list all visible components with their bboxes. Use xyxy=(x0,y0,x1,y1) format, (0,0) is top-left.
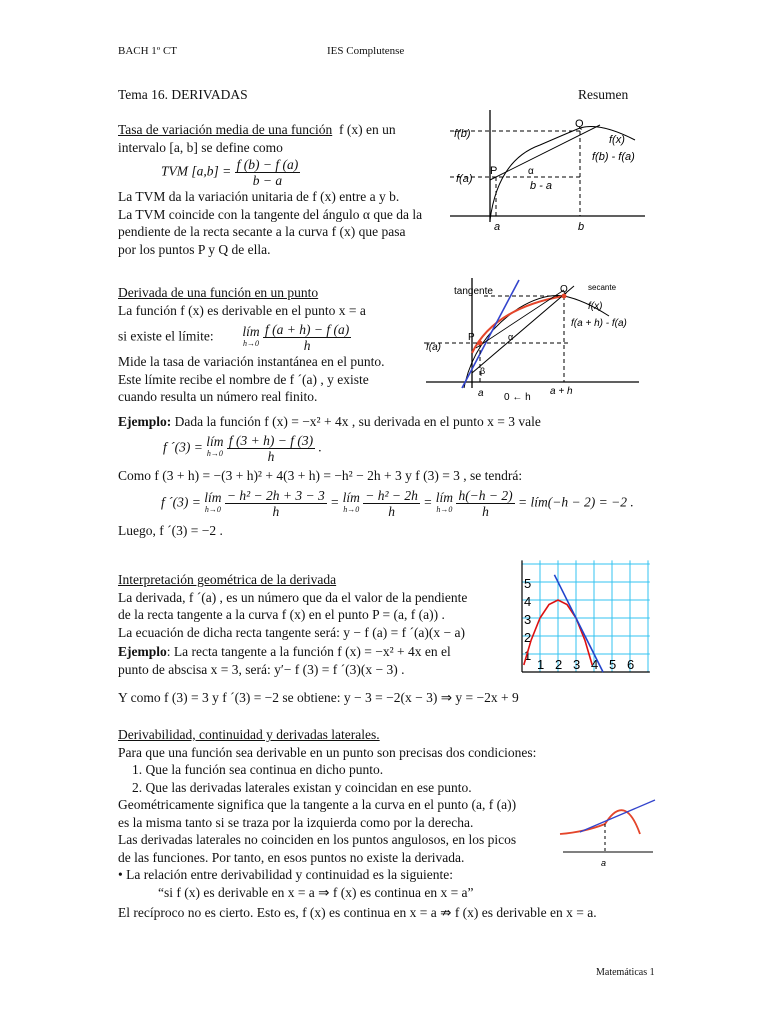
section-tvm: Tasa de variación media de una función f (x) en un intervalo [a, b] se define como TVM [a,b] = $\frac{f (b) - f (a)}{b - a}$ La TVM da la variación unitaria de f (x) entre a y b. La TVM coincide con la tangente del ángulo α que da la pendiente de la recta secante a la curva f (x) que pasa por los puntos P y Q de ella. xyxy=(118,121,438,258)
tvm-heading: Tasa de variación media de una función xyxy=(118,122,333,137)
footer: Matemáticas 1 xyxy=(596,967,655,978)
y-tick-label: 1 xyxy=(524,648,532,663)
fig2-ah: a + h xyxy=(550,386,573,397)
figure-tvm xyxy=(450,110,650,235)
x-tick-label: 4 xyxy=(591,657,599,672)
fig1-alpha: α xyxy=(528,166,534,177)
section-derivabilidad: Derivabilidad, continuidad y derivadas laterales. Para que una función sea derivable en un punto son precisas dos condiciones: 1. Que la función sea continua en dicho punto. 2. Que las derivadas laterales existan y coincidan en ese punto. Geométricamente significa que la tangente a la curva en el punto (a, f (a)) es la misma tanto si se traza por la izquierda como por la derecha. Las derivadas laterales no coinciden en los puntos angulosos, en los picos de las funciones. Por tanto, en esos puntos no existe la derivada. • La relación entre derivabilidad y continuidad es la siguiente: “si f (x) es derivable en x = a ⇒ f (x) es continua en x = a” El recíproco no es cierto. Esto es, f (x) es continua en x = a ⇏ f (x) es derivable en x = a. xyxy=(118,726,678,922)
tangent-chart xyxy=(504,555,654,685)
reciproco: El recíproco no es cierto. Esto es, f (x) es continua en x = a ⇏ f (x) es derivable en x = a. xyxy=(118,905,597,920)
fig2-secant2 xyxy=(476,290,564,348)
fig1-secant xyxy=(490,125,600,180)
fig2-fx: f(x) xyxy=(588,301,603,312)
derivabilidad-heading: Derivabilidad, continuidad y derivadas laterales. xyxy=(118,727,380,742)
derivada-heading: Derivada de una función en un punto xyxy=(118,285,319,300)
tvm-formula: TVM [a,b] = $\frac{f (b) - f (a)}{b - a}$ xyxy=(161,157,299,188)
fig4-left-branch xyxy=(560,824,605,834)
relacion-bullet: • La relación entre derivabilidad y continuidad es la siguiente: xyxy=(118,867,453,882)
interpretacion-heading: Interpretación geométrica de la derivada xyxy=(118,572,337,587)
relacion-quote: “si f (x) es derivable en x = a ⇒ f (x) es continua en x = a” xyxy=(158,884,474,900)
calculo-limite: f ´(3) = lím h→0 $\frac{\text{− h² − 2h + 3 − 3}}{h}$ = lím h→0 $\frac{\text{− h² − 2h}}{h}$ = lím h→0 $\frac{h(-h - 2)}{h}$ = lím(−h − 2) = −2 . xyxy=(161,488,634,519)
y-tick-label: 4 xyxy=(524,594,532,609)
fig1-fb: f(b) xyxy=(454,128,471,140)
header-left: BACH 1º CT xyxy=(118,45,178,57)
x-tick-label: 3 xyxy=(573,657,581,672)
fig2-tangente: tangente xyxy=(454,286,493,297)
x-tick-label: 1 xyxy=(537,657,545,672)
figure-derivada xyxy=(424,278,644,406)
fig2-fa: f(a) xyxy=(426,342,441,353)
x-tick-label: 6 xyxy=(627,657,635,672)
fig2-P: P xyxy=(468,332,475,343)
fig2-secant xyxy=(472,286,574,373)
fig2-arrow: 0 ← h xyxy=(504,392,531,403)
fig2-diff: f(a + h) - f(a) xyxy=(571,318,627,329)
y-tick-label: 3 xyxy=(524,612,532,627)
ejemplo-derivada: Ejemplo: Dada la función f (x) = −x² + 4x , su derivada en el punto x = 3 vale f ´(3) = lím h→0 $\frac{f (3 + h) - f (3)}{h}$ . Como f (3 + h) = −(3 + h)² + 4(3 + h) = −h² − 2h + 3 y f (3) = 3 , se tendrá: f ´(3) = lím h→0 $\frac{\text{− h² − 2h + 3 − 3}}{h}$ = lím h→0 $\frac{\text{− h² − 2h}}{h}$ = lím h→0 $\frac{h(-h - 2)}{h}$ = lím(−h − 2) = −2 . Luego, f ´(3) = −2 . xyxy=(118,413,678,540)
fig2-point-P xyxy=(478,341,483,346)
fig2-a: a xyxy=(478,388,484,399)
fig1-diff: f(b) - f(a) xyxy=(592,151,635,163)
section-interpretacion: Interpretación geométrica de la derivada La derivada, f ´(a) , es un número que da el valor de la pendiente de la recta tangente a la curva f (x) en el punto P = (a, f (a)) . La ecuación de dicha recta tangente será: y − f (a) = f ´(a)(x − a) Ejemplo: La recta tangente a la función f (x) = −x² + 4x en el punto de abscisa x = 3, será: y′− f (3) = f ´(3)(x − 3) . xyxy=(118,571,518,678)
fig2-beta: β xyxy=(480,366,486,376)
y-tick-label: 5 xyxy=(524,576,532,591)
fig4-tangent xyxy=(580,800,655,832)
x-tick-label: 2 xyxy=(555,657,563,672)
section-derivada-punto: Derivada de una función en un punto La función f (x) es derivable en el punto x = a si existe el límite: lím h→0 $\frac{f (a + h) - f (a)}{h}$ Mide la tasa de variación instantánea en el punto. Este límite recibe el nombre de f ´(a) , y existe cuando resulta un número real finito. xyxy=(118,284,418,406)
x-tick-label: 5 xyxy=(609,657,617,672)
fig1-b: b xyxy=(578,221,585,233)
page-title: Tema 16. DERIVADAS xyxy=(118,87,248,102)
fig2-secante: secante xyxy=(588,283,617,292)
fig2-alpha: α xyxy=(508,332,514,342)
condicion-2: 2. Que las derivadas laterales existan y coincidan en ese punto. xyxy=(132,779,472,795)
header-center: IES Complutense xyxy=(327,45,405,57)
condicion-1: 1. Que la función sea continua en dicho punto. xyxy=(132,762,384,777)
tangente-resultado: Y como f (3) = 3 y f ´(3) = −2 se obtiene: y − 3 = −2(x − 3) ⇒ y = −2x + 9 xyxy=(118,690,519,705)
fig1-P: P xyxy=(490,165,498,177)
fig1-a: a xyxy=(494,221,501,233)
page-subtitle: Resumen xyxy=(578,87,629,102)
figure-pico xyxy=(555,792,660,872)
fig1-fx: f(x) xyxy=(609,134,625,146)
y-tick-label: 2 xyxy=(524,630,532,645)
fig1-fa: f(a) xyxy=(456,173,473,185)
fig1-bma: b - a xyxy=(530,180,553,192)
fig2-Q: Q xyxy=(560,284,568,295)
fig4-a: a xyxy=(601,858,607,868)
fig1-Q: Q xyxy=(575,118,584,130)
